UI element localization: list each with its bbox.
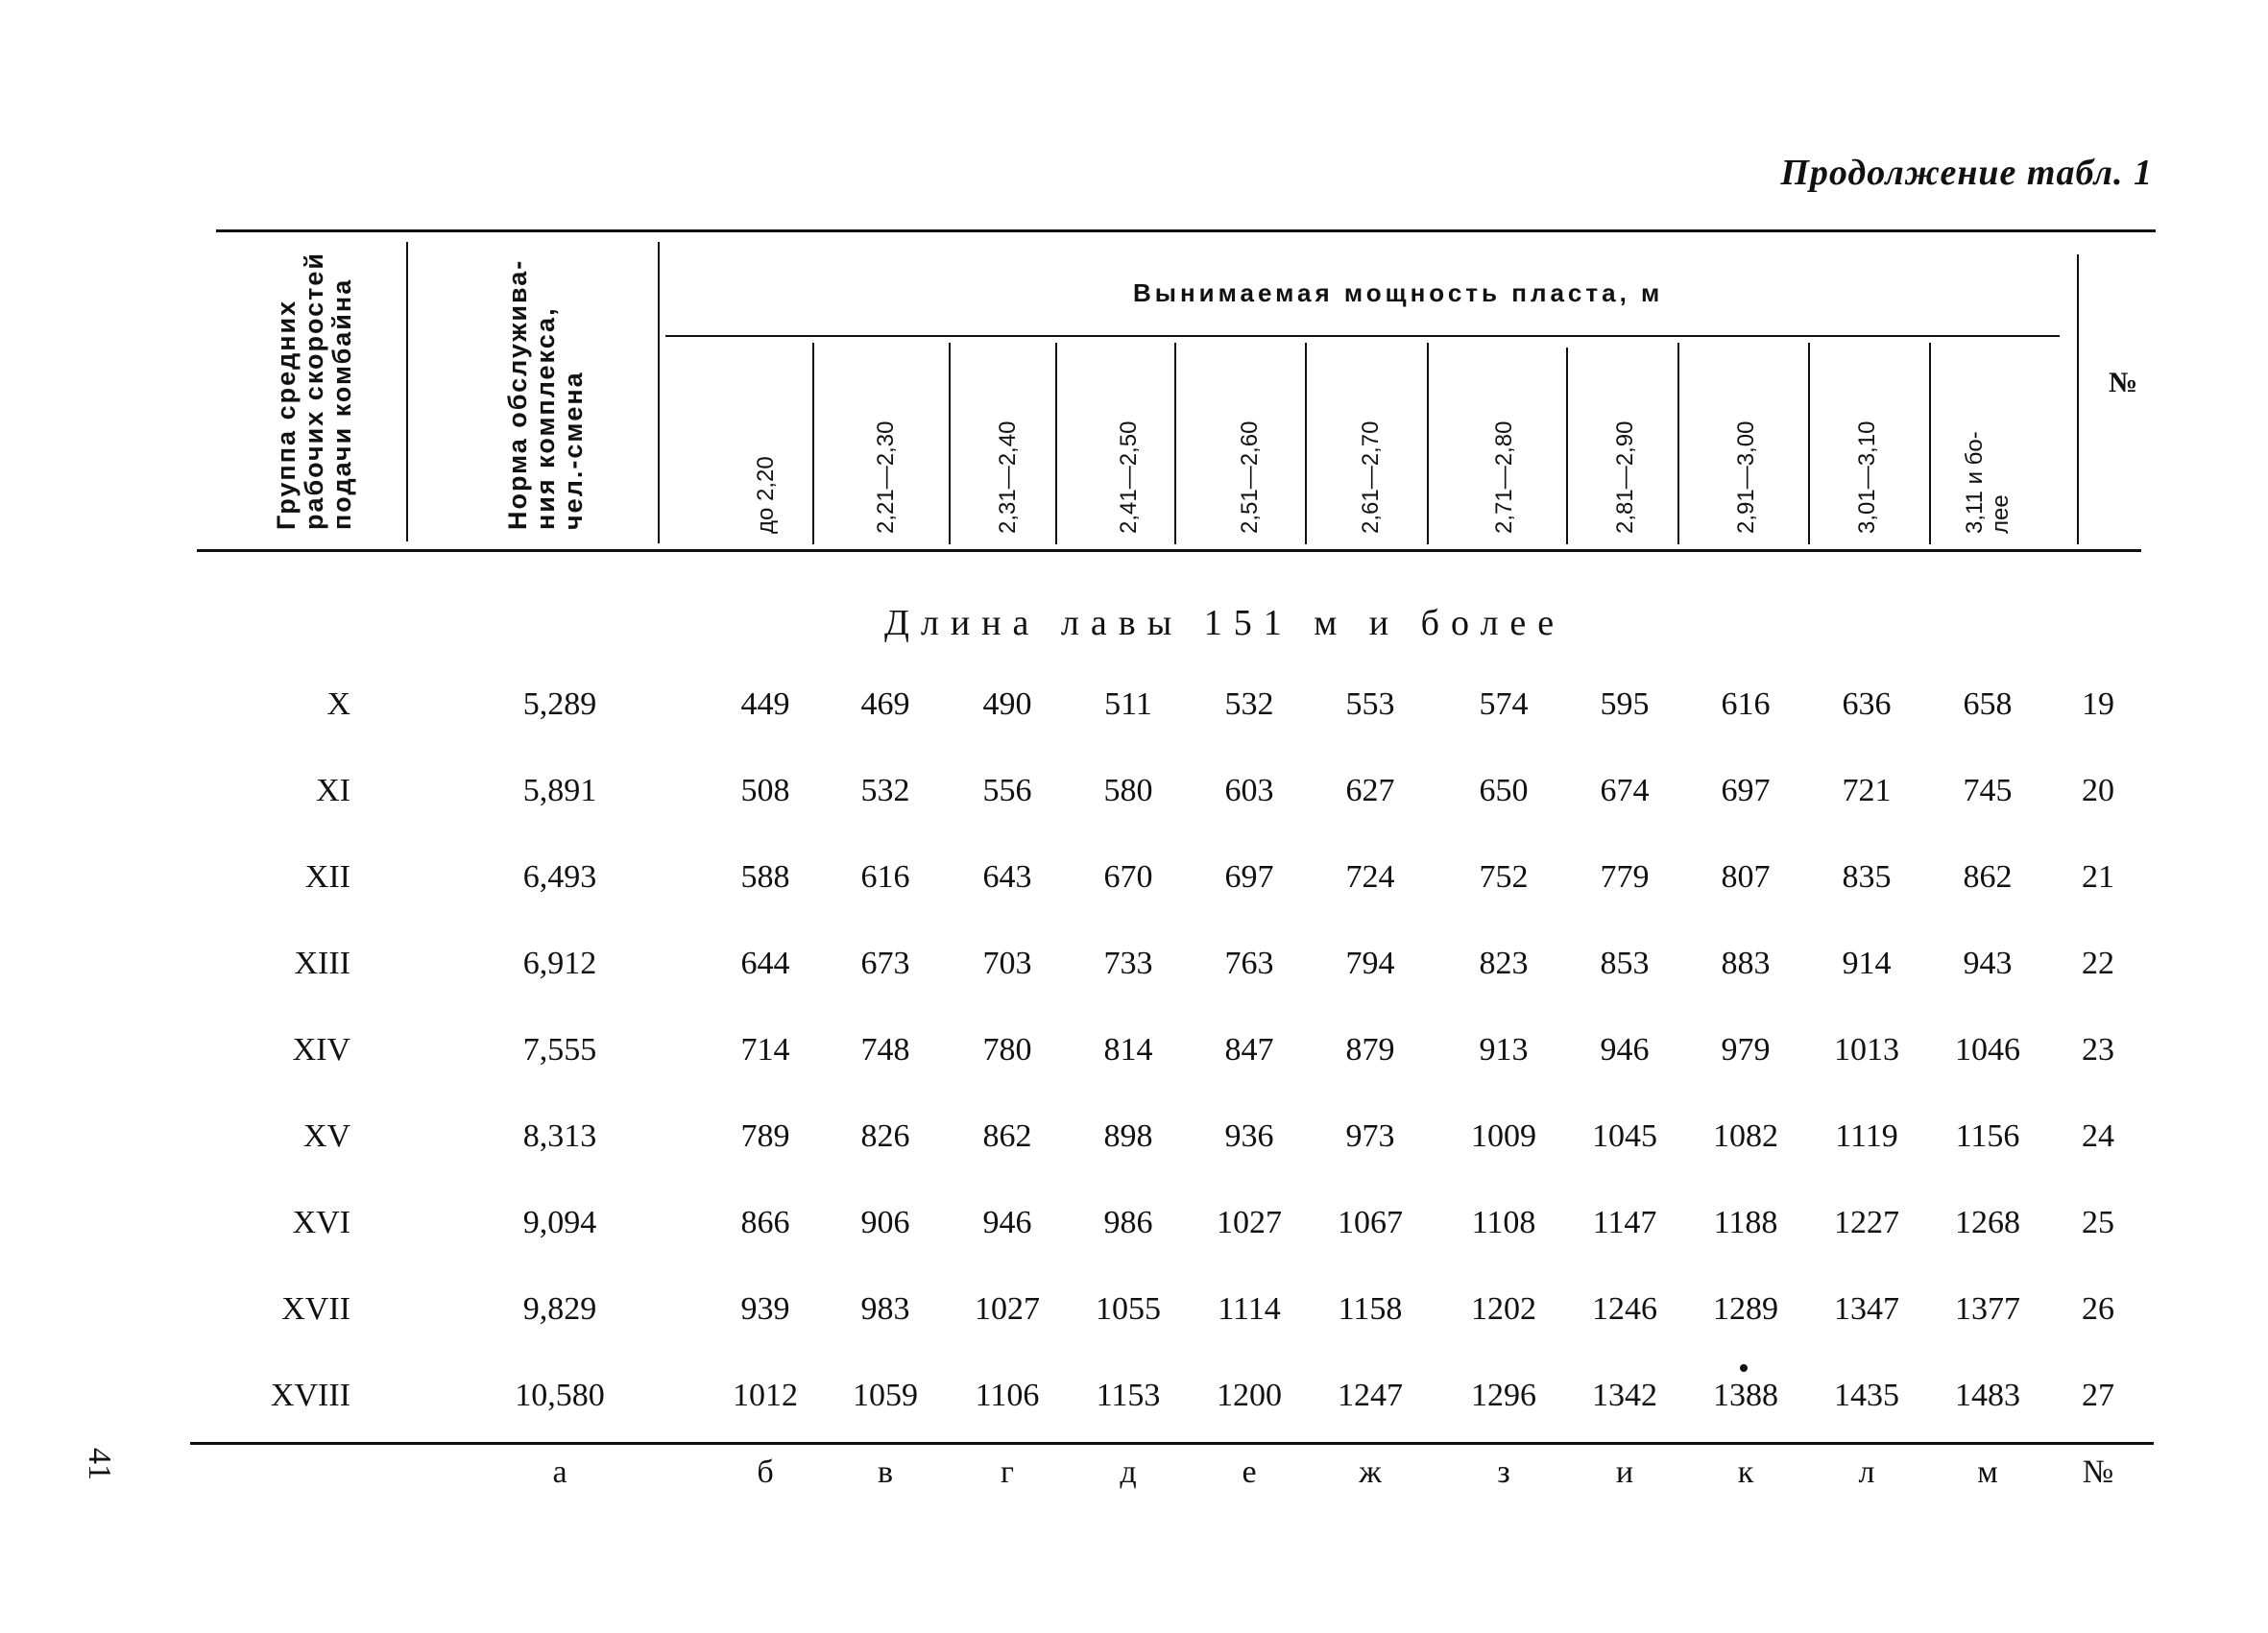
thickness-column-header-line: 2,61—2,70 (1357, 420, 1384, 534)
thickness-column-header-line: 2,21—2,30 (872, 420, 899, 534)
value-cell: 616 (860, 859, 910, 895)
page-number: 41 (82, 1448, 117, 1480)
value-cell: 1055 (1096, 1291, 1161, 1327)
thickness-column-header-line: 2,91—3,00 (1732, 420, 1759, 534)
value-cell: 574 (1479, 686, 1529, 722)
value-cell: 1246 (1592, 1291, 1657, 1327)
thickness-column-header-line: 3,11 и бо- (1962, 431, 1988, 534)
value-cell: 1027 (975, 1291, 1040, 1327)
value-cell: 1108 (1471, 1205, 1536, 1240)
value-cell: 780 (982, 1032, 1032, 1068)
table-bottom-rule (190, 1442, 2154, 1445)
value-cell: 1027 (1217, 1205, 1282, 1240)
value-cell: 906 (860, 1205, 910, 1240)
value-cell: 580 (1103, 773, 1153, 808)
row-number-cell: 26 (2082, 1291, 2114, 1327)
section-title: Длина лавы 151 м и более (884, 603, 1566, 643)
value-cell: 946 (982, 1205, 1032, 1240)
value-cell: 1009 (1471, 1118, 1536, 1154)
thickness-column-header-line: до 2,20 (752, 456, 779, 534)
value-cell: 588 (740, 859, 790, 895)
value-cell: 862 (1963, 859, 2013, 895)
thickness-column-header (753, 456, 779, 534)
norm-header-line (504, 259, 588, 530)
value-cell: 469 (860, 686, 910, 722)
value-cell: 986 (1103, 1205, 1153, 1240)
header-bottom-rule (197, 549, 2141, 552)
header-divider (2077, 254, 2079, 544)
column-letter: з (1497, 1454, 1510, 1490)
value-cell: 1200 (1217, 1378, 1282, 1413)
value-cell: 1247 (1338, 1378, 1403, 1413)
value-cell: 721 (1842, 773, 1892, 808)
top-rule (216, 229, 2156, 232)
value-cell: 1296 (1471, 1378, 1536, 1413)
value-cell: 1202 (1471, 1291, 1536, 1327)
norm-cell: 10,580 (515, 1378, 605, 1413)
value-cell: 1153 (1096, 1378, 1161, 1413)
value-cell: 1342 (1592, 1378, 1657, 1413)
group-cell: XVIII (270, 1378, 350, 1413)
value-cell: 1227 (1834, 1205, 1899, 1240)
value-cell: 1114 (1218, 1291, 1281, 1327)
column-divider (1055, 343, 1057, 544)
value-cell: 1046 (1955, 1032, 2020, 1068)
value-cell: 823 (1479, 946, 1529, 981)
value-cell: 627 (1345, 773, 1395, 808)
row-number-cell: 22 (2082, 946, 2114, 981)
value-cell: 826 (860, 1118, 910, 1154)
value-cell: 703 (982, 946, 1032, 981)
row-number-cell: 21 (2082, 859, 2114, 895)
value-cell: 1483 (1955, 1378, 2020, 1413)
value-cell: 673 (860, 946, 910, 981)
thickness-column-header-line: 2,31—2,40 (994, 420, 1021, 534)
value-cell: 879 (1345, 1032, 1395, 1068)
value-cell: 814 (1103, 1032, 1153, 1068)
value-cell: 748 (860, 1032, 910, 1068)
value-cell: 913 (1479, 1032, 1529, 1068)
value-cell: 979 (1721, 1032, 1771, 1068)
value-cell: 1188 (1713, 1205, 1778, 1240)
value-cell: 1377 (1955, 1291, 2020, 1327)
thickness-column-header (1854, 421, 1880, 534)
value-cell: 973 (1345, 1118, 1395, 1154)
group-cell: X (326, 686, 350, 722)
header-text-line: рабочих скоростей (300, 252, 328, 530)
row-number-cell: 19 (2082, 686, 2114, 722)
column-divider (1929, 343, 1931, 544)
thickness-column-header-line: 2,81—2,90 (1611, 420, 1638, 534)
thickness-column-header-line: 2,71—2,80 (1490, 420, 1517, 534)
value-cell: 1013 (1834, 1032, 1899, 1068)
value-cell: 697 (1721, 773, 1771, 808)
value-cell: 1268 (1955, 1205, 2020, 1240)
column-letter: ж (1359, 1454, 1382, 1490)
column-divider (949, 343, 951, 544)
value-cell: 643 (982, 859, 1032, 895)
value-cell: 1158 (1338, 1291, 1403, 1327)
thickness-column-header (1491, 421, 1517, 534)
thickness-column-header-line: 2,51—2,60 (1236, 420, 1263, 534)
column-letter: и (1615, 1454, 1634, 1490)
footer-number-label: № (2082, 1454, 2114, 1490)
value-cell: 835 (1842, 859, 1892, 895)
row-number-cell: 27 (2082, 1378, 2114, 1413)
value-cell: 697 (1224, 859, 1274, 895)
value-cell: 1059 (853, 1378, 918, 1413)
value-cell: 1067 (1338, 1205, 1403, 1240)
value-cell: 1156 (1955, 1118, 2020, 1154)
header-text-line: чел.-смена (559, 371, 588, 530)
value-cell: 763 (1224, 946, 1274, 981)
value-cell: 603 (1224, 773, 1274, 808)
value-cell: 745 (1963, 773, 2013, 808)
column-letter: д (1120, 1454, 1137, 1490)
value-cell: 670 (1103, 859, 1153, 895)
norm-header (504, 259, 588, 530)
norm-cell: 5,891 (522, 773, 597, 808)
number-header: № (2109, 367, 2138, 398)
group-cell: XVI (292, 1205, 350, 1240)
value-cell: 449 (740, 686, 790, 722)
header-text-line: Норма обслужива- (503, 258, 532, 530)
value-cell: 1147 (1592, 1205, 1657, 1240)
thickness-column-header (1358, 421, 1384, 534)
value-cell: 807 (1721, 859, 1771, 895)
value-cell: 847 (1224, 1032, 1274, 1068)
group-header-line (273, 252, 356, 530)
value-cell: 939 (740, 1291, 790, 1327)
value-cell: 674 (1600, 773, 1650, 808)
value-cell: 532 (1224, 686, 1274, 722)
column-divider (1305, 343, 1307, 544)
value-cell: 943 (1963, 946, 2013, 981)
continuation-title: Продолжение табл. 1 (1780, 153, 2153, 193)
column-letter: л (1858, 1454, 1875, 1490)
header-text-line: подачи комбайна (327, 277, 356, 530)
value-cell: 553 (1345, 686, 1395, 722)
thickness-column-header-line: лее (1988, 494, 2014, 534)
column-divider (1808, 343, 1810, 544)
thickness-column-header (1116, 421, 1142, 534)
value-cell: 883 (1721, 946, 1771, 981)
thickness-column-header (1962, 431, 2014, 534)
column-divider (812, 343, 814, 544)
value-cell: 914 (1842, 946, 1892, 981)
value-cell: 714 (740, 1032, 790, 1068)
column-divider (1174, 343, 1176, 544)
value-cell: 1388 (1713, 1378, 1778, 1413)
thickness-column-header (873, 421, 899, 534)
norm-cell: 9,094 (522, 1205, 597, 1240)
value-cell: 595 (1600, 686, 1650, 722)
print-dot (1740, 1364, 1748, 1372)
thickness-column-header (1237, 421, 1263, 534)
norm-cell: 6,912 (522, 946, 597, 981)
value-cell: 616 (1721, 686, 1771, 722)
group-cell: XI (316, 773, 350, 808)
value-cell: 853 (1600, 946, 1650, 981)
value-cell: 946 (1600, 1032, 1650, 1068)
header-divider (406, 242, 408, 541)
header-text-line: Группа средних (272, 299, 301, 530)
row-number-cell: 20 (2082, 773, 2114, 808)
value-cell: 556 (982, 773, 1032, 808)
thickness-column-header (1733, 421, 1759, 534)
column-letter: б (757, 1454, 774, 1490)
value-cell: 1119 (1835, 1118, 1898, 1154)
group-cell: XVII (281, 1291, 350, 1327)
column-letter: г (1001, 1454, 1014, 1490)
thickness-header: Вынимаемая мощность пласта, м (1133, 278, 1664, 307)
group-cell: XIV (292, 1032, 350, 1068)
column-letter: м (1977, 1454, 1998, 1490)
value-cell: 866 (740, 1205, 790, 1240)
norm-cell: 8,313 (522, 1118, 597, 1154)
row-number-cell: 23 (2082, 1032, 2114, 1068)
value-cell: 1106 (975, 1378, 1040, 1413)
group-cell: XV (302, 1118, 350, 1154)
value-cell: 508 (740, 773, 790, 808)
value-cell: 1435 (1834, 1378, 1899, 1413)
value-cell: 1289 (1713, 1291, 1778, 1327)
column-divider (1427, 343, 1429, 544)
row-number-cell: 25 (2082, 1205, 2114, 1240)
norm-cell: 6,493 (522, 859, 597, 895)
value-cell: 658 (1963, 686, 2013, 722)
group-cell: XIII (294, 946, 350, 981)
value-cell: 1045 (1592, 1118, 1657, 1154)
column-letter: е (1242, 1454, 1257, 1490)
value-cell: 794 (1345, 946, 1395, 981)
header-text-line: ния комплекса, (531, 306, 560, 530)
sub-header-rule (665, 335, 2060, 337)
value-cell: 650 (1479, 773, 1529, 808)
column-divider (1566, 348, 1568, 544)
norm-cell: 9,829 (522, 1291, 597, 1327)
value-cell: 644 (740, 946, 790, 981)
value-cell: 862 (982, 1118, 1032, 1154)
value-cell: 511 (1104, 686, 1152, 722)
thickness-column-header (995, 421, 1021, 534)
value-cell: 752 (1479, 859, 1529, 895)
group-header (273, 252, 356, 530)
value-cell: 1347 (1834, 1291, 1899, 1327)
column-letter: к (1737, 1454, 1754, 1490)
norm-cell: 7,555 (522, 1032, 597, 1068)
norm-cell: 5,289 (522, 686, 597, 722)
value-cell: 733 (1103, 946, 1153, 981)
value-cell: 1012 (733, 1378, 798, 1413)
row-number-cell: 24 (2082, 1118, 2114, 1154)
column-letter: в (877, 1454, 894, 1490)
thickness-column-header-line: 3,01—3,10 (1853, 420, 1880, 534)
column-letter: а (552, 1454, 567, 1490)
thickness-column-header-line: 2,41—2,50 (1115, 420, 1142, 534)
column-divider (1677, 343, 1679, 544)
value-cell: 532 (860, 773, 910, 808)
value-cell: 724 (1345, 859, 1395, 895)
thickness-column-header (1612, 421, 1638, 534)
value-cell: 490 (982, 686, 1032, 722)
value-cell: 898 (1103, 1118, 1153, 1154)
value-cell: 779 (1600, 859, 1650, 895)
value-cell: 636 (1842, 686, 1892, 722)
value-cell: 983 (860, 1291, 910, 1327)
value-cell: 1082 (1713, 1118, 1778, 1154)
value-cell: 789 (740, 1118, 790, 1154)
group-cell: XII (304, 859, 350, 895)
value-cell: 936 (1224, 1118, 1274, 1154)
header-divider (658, 242, 660, 543)
